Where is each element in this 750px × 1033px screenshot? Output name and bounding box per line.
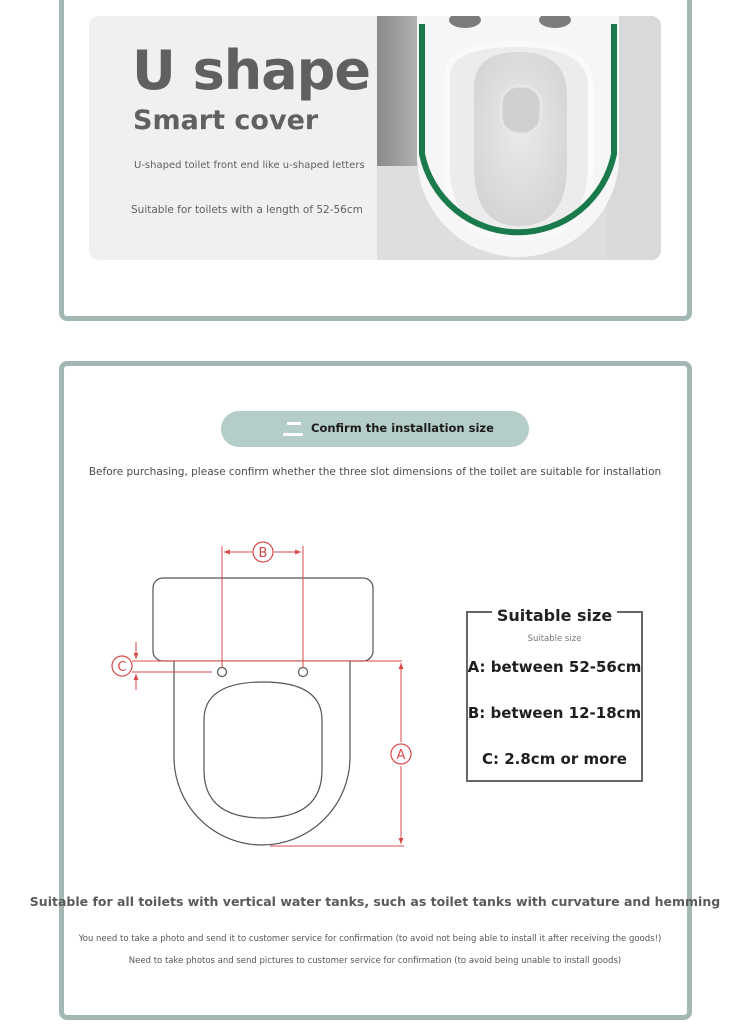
- label-b: B: [258, 546, 268, 561]
- hero-title: U shape: [132, 39, 370, 102]
- size-spec-a: A: between 52-56cm: [467, 658, 642, 676]
- intro-text: Before purchasing, please confirm whether the three slot dimensions of the toilet are suitable for installation: [88, 466, 662, 478]
- toilet-photo: [377, 16, 661, 260]
- size-spec-c: C: 2.8cm or more: [482, 750, 627, 768]
- dimension-diagram: [100, 530, 420, 864]
- label-c: C: [117, 660, 127, 675]
- size-spec-title: Suitable size: [496, 606, 613, 625]
- hero-description: U-shaped toilet front end like u-shaped letters: [134, 160, 365, 171]
- section-badge-label: Confirm the installation size: [311, 421, 494, 435]
- hero-subtitle: Smart cover: [133, 105, 319, 136]
- size-spec-subtitle: Suitable size: [527, 634, 582, 644]
- compatibility-note: Suitable for all toilets with vertical water tanks, such as toilet tanks with curvature and hemming: [29, 894, 721, 909]
- menu-lines-icon: [283, 419, 303, 439]
- mount-hole-left: [218, 668, 227, 677]
- size-spec-b: B: between 12-18cm: [467, 704, 642, 722]
- section-badge: [221, 411, 529, 447]
- label-a: A: [396, 748, 406, 763]
- toilet-illustration: [377, 16, 661, 260]
- hero-fit-note: Suitable for toilets with a length of 52-56cm: [131, 204, 363, 216]
- photo-confirmation-note: You need to take a photo and send it to customer service for confirmation (to avoid not being able to install it after receiving the goods!): [78, 934, 662, 944]
- photo-confirmation-note-2: Need to take photos and send pictures to customer service for confirmation (to avoid being unable to install goods): [128, 956, 622, 966]
- tank-outline: [153, 578, 373, 661]
- mount-hole-right: [299, 668, 308, 677]
- seat-opening: [204, 682, 322, 818]
